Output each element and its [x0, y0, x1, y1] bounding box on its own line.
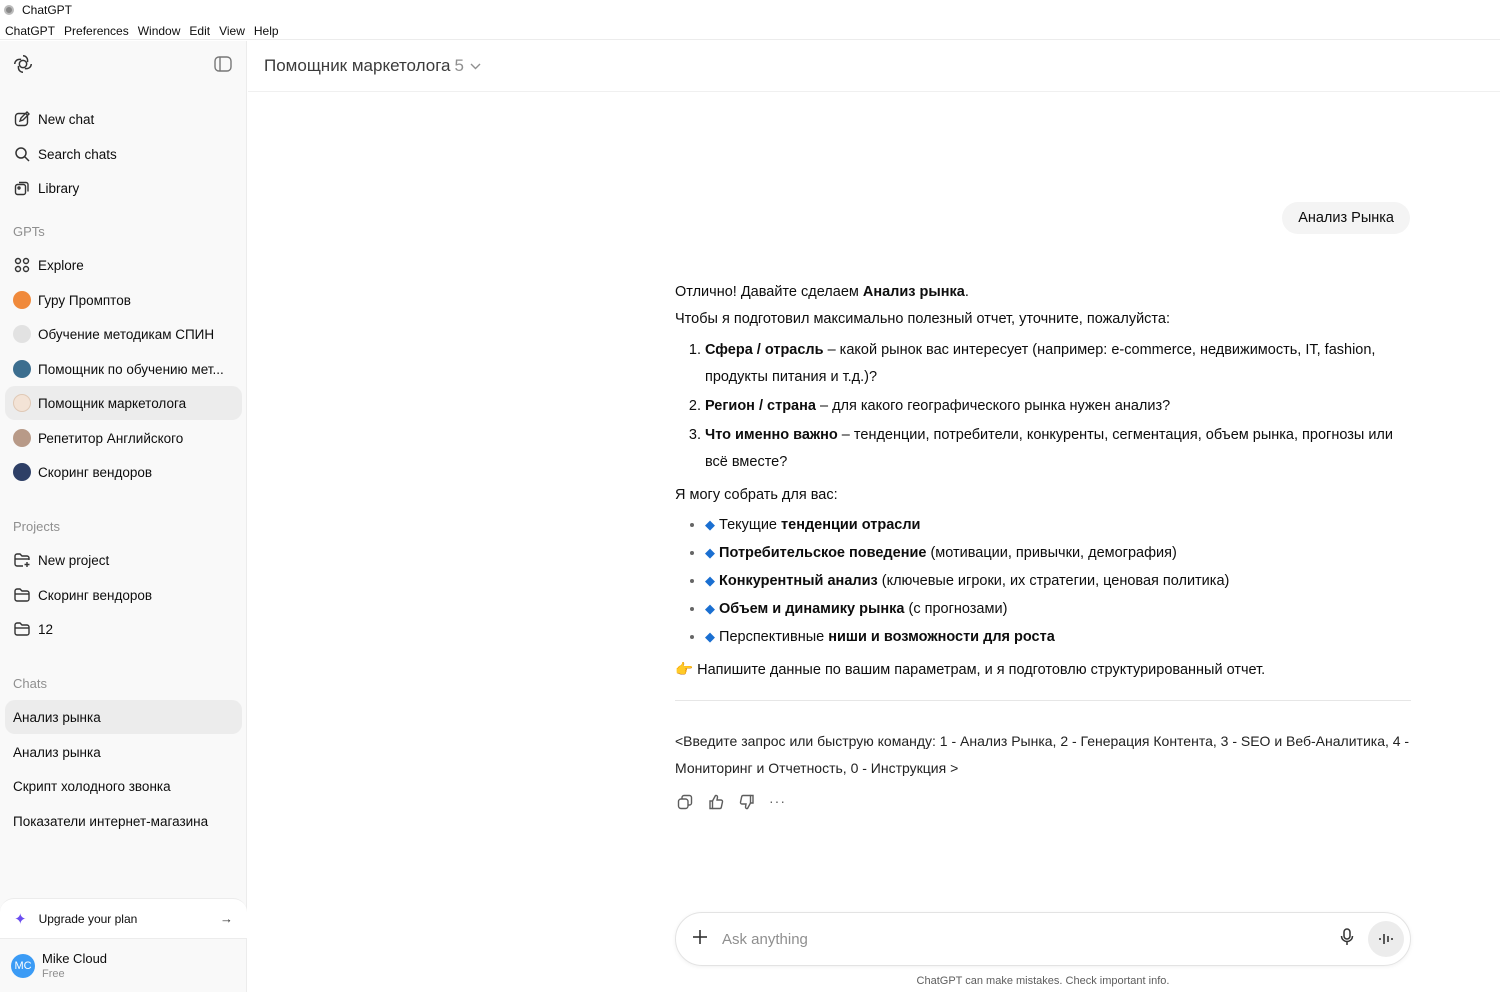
- diamond-icon: ◆: [705, 629, 715, 644]
- sidebar-gpt-vendor-scoring[interactable]: Скоринг вендоров: [5, 455, 242, 489]
- sidebar-item-library[interactable]: Library: [5, 171, 242, 205]
- gpt-avatar-icon: [13, 463, 31, 481]
- sidebar-chat-item[interactable]: Анализ рынка: [13, 744, 101, 760]
- sidebar-chat-item[interactable]: Скрипт холодного звонка: [13, 778, 171, 794]
- explore-icon: [13, 256, 31, 274]
- prompt-input[interactable]: [722, 931, 1340, 948]
- sidebar-chat-item[interactable]: Анализ рынка: [5, 700, 242, 734]
- gpt-avatar-icon: [13, 291, 31, 309]
- sidebar-gpt-english-tutor[interactable]: Репетитор Английского: [5, 421, 242, 455]
- copy-icon[interactable]: [675, 792, 694, 811]
- answer-closing: 👉 Напишите данные по вашим параметрам, и я подготовлю структурированный отчет.: [675, 662, 1266, 678]
- user-message: Анализ Рынка: [1282, 202, 1410, 234]
- projects-section-header: Projects: [13, 519, 60, 534]
- sidebar-gpt-spin[interactable]: Обучение методикам СПИН: [5, 317, 242, 351]
- answer-intro: Отлично! Давайте сделаем Анализ рынка.: [675, 284, 969, 300]
- user-profile[interactable]: [0, 938, 247, 992]
- sidebar-gpt-learning-assistant[interactable]: Помощник по обучению мет...: [5, 352, 242, 386]
- library-icon: [13, 179, 31, 197]
- voice-mode-button[interactable]: [1368, 921, 1404, 957]
- sidebar-chat-item[interactable]: Показатели интернет-магазина: [13, 813, 209, 829]
- gpt-avatar-icon: [13, 429, 31, 447]
- offer-intro: Я могу собрать для вас:: [675, 487, 838, 503]
- diamond-icon: ◆: [705, 573, 715, 588]
- app-icon: [4, 5, 14, 15]
- openai-logo-icon[interactable]: [12, 53, 34, 80]
- menu-preferences[interactable]: Preferences: [64, 23, 129, 38]
- assistant-message: [675, 279, 1411, 811]
- composer: [675, 912, 1411, 966]
- search-icon: [13, 145, 31, 163]
- toggle-sidebar-icon[interactable]: [214, 56, 232, 77]
- pointing-hand-icon: 👉: [675, 662, 694, 678]
- diamond-icon: ◆: [705, 517, 715, 532]
- menu-window[interactable]: Window: [137, 23, 181, 38]
- answer-line: Чтобы я подготовил максимально полезный отчет, уточните, пожалуйста:: [675, 311, 1170, 327]
- chevron-down-icon: [470, 59, 481, 73]
- sidebar-item-new-project[interactable]: New project: [5, 543, 242, 577]
- gpts-section-header: GPTs: [13, 224, 45, 239]
- diamond-icon: ◆: [705, 545, 715, 560]
- divider: [675, 700, 1411, 701]
- window-title: ChatGPT: [22, 3, 73, 17]
- thumbs-up-icon[interactable]: [706, 792, 725, 811]
- command-hint: <Введите запрос или быструю команду: 1 - Анализ Рынка, 2 - Генерация Контента, 3 - SEO и Веб-Аналитика, 4 - Мониторинг и Отчетность, 0 - Инструкция >: [675, 733, 1410, 776]
- window-titlebar: [0, 0, 1500, 20]
- sidebar-gpt-guru-promptov[interactable]: Гуру Промптов: [5, 283, 242, 317]
- new-folder-icon: [13, 551, 31, 569]
- model-selector[interactable]: [248, 41, 1500, 92]
- thumbs-down-icon[interactable]: [737, 792, 756, 811]
- question-list: [705, 337, 1411, 476]
- microphone-icon[interactable]: [1340, 928, 1354, 951]
- question-item: 3. Что именно важно – тенденции, потребители, конкуренты, сегментация, объем рынка, прогнозы или всё вместе?: [705, 422, 1411, 476]
- menu-view[interactable]: View: [219, 23, 245, 38]
- disclaimer: ChatGPT can make mistakes. Check important info.: [916, 975, 1170, 987]
- menu-help[interactable]: Help: [253, 23, 279, 38]
- more-options-icon[interactable]: ···: [769, 793, 786, 809]
- offer-item: • ◆ Перспективные ниши и возможности для роста: [705, 623, 1411, 651]
- sidebar-project-vendor-scoring[interactable]: Скоринг вендоров: [5, 578, 242, 612]
- offer-item: • ◆ Конкурентный анализ (ключевые игроки, их стратегии, ценовая политика): [705, 567, 1411, 595]
- plus-icon[interactable]: [692, 929, 708, 950]
- gpt-avatar-icon: [13, 325, 31, 343]
- sidebar-item-search-chats[interactable]: Search chats: [5, 137, 242, 171]
- sidebar-project-12[interactable]: 12: [5, 612, 242, 646]
- folder-icon: [13, 620, 31, 638]
- menubar: [0, 22, 1500, 40]
- sidebar-gpt-marketing-assistant[interactable]: Помощник маркетолога: [5, 386, 242, 420]
- chats-section-header: Chats: [13, 676, 47, 691]
- sparkle-icon: ✦: [14, 910, 27, 928]
- folder-icon: [13, 586, 31, 604]
- user-name: Mike Cloud: [42, 951, 108, 966]
- offer-item: • ◆ Объем и динамику рынка (с прогнозами): [705, 595, 1411, 623]
- sidebar-item-new-chat[interactable]: New chat: [5, 102, 242, 136]
- gpt-avatar-icon: [13, 360, 31, 378]
- menu-chatgpt[interactable]: ChatGPT: [5, 23, 56, 38]
- menu-edit[interactable]: Edit: [189, 23, 211, 38]
- main-panel: [248, 41, 1500, 992]
- new-chat-icon: [13, 110, 31, 128]
- sidebar: [0, 41, 247, 992]
- arrow-right-icon: →: [220, 911, 233, 926]
- question-item: 2. Регион / страна – для какого географического рынка нужен анализ?: [705, 393, 1411, 420]
- diamond-icon: ◆: [705, 601, 715, 616]
- gpt-avatar-icon: [13, 394, 31, 412]
- sidebar-item-explore[interactable]: Explore: [5, 248, 242, 282]
- avatar: MC: [11, 954, 35, 978]
- offer-list: [705, 511, 1411, 651]
- user-plan: Free: [42, 968, 65, 980]
- message-actions: [675, 792, 1411, 811]
- upgrade-plan-button[interactable]: ✦ Upgrade your plan →: [0, 898, 247, 938]
- offer-item: • ◆ Текущие тенденции отрасли: [705, 511, 1411, 539]
- model-version: 5: [454, 56, 464, 75]
- question-item: 1. Сфера / отрасль – какой рынок вас интересует (например: e-commerce, недвижимость, IT, fashion, продукты питания и т.д.)?: [705, 337, 1411, 391]
- offer-item: • ◆ Потребительское поведение (мотивации, привычки, демография): [705, 539, 1411, 567]
- page-title: Помощник маркетолога: [264, 56, 451, 75]
